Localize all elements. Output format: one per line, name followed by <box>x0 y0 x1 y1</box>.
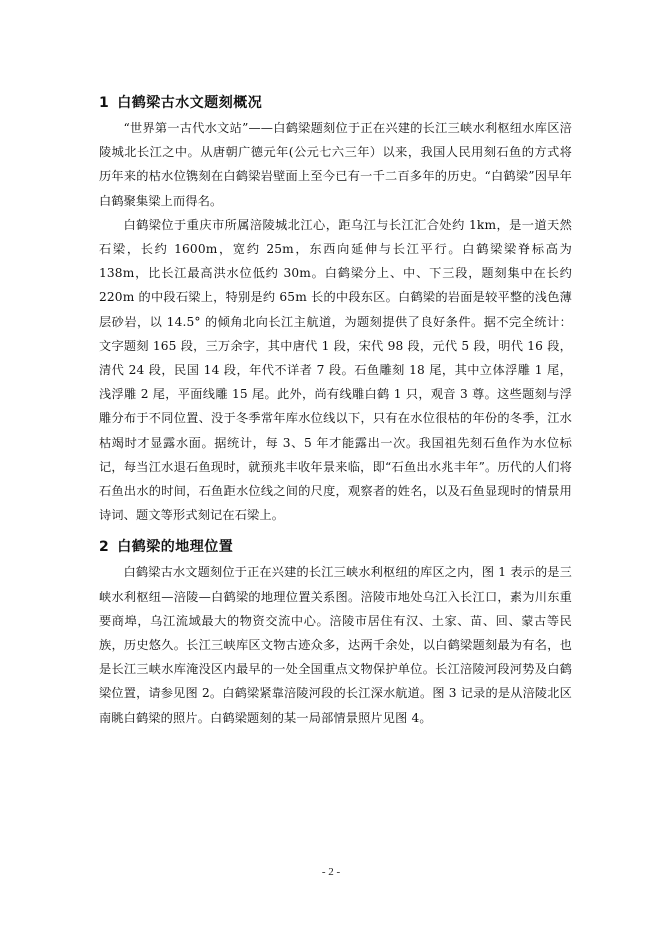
paragraph: 白鹤梁古水文题刻位于正在兴建的长江三峡水利枢纽的库区之内，图 1 表示的是三峡水利枢纽—涪陵—白鹤梁的地理位置关系图。涪陵市地处乌江入长江口，素为川东重要商埠，乌江流域最大的物资交流中心。涪陵市居住有汉、土家、苗、回、蒙古等民族，历史悠久。长江三峡库区文物古迹众多，达两千余处，以白鹤梁题刻最为有名，也是长江三峡水库淹没区内最早的一处全国重点文物保护单位。长江涪陵河段河势及白鹤梁位置，请参见图 2。白鹤梁紧靠涪陵河段的长江深水航道。图 3 记录的是从涪陵北区南眺白鹤梁的照片。白鹤梁题刻的某一局部情景照片见图 4。 <box>99 565 572 725</box>
section-1-heading <box>99 92 572 114</box>
section-title: 白鹤梁的地理位置 <box>117 539 234 556</box>
section-2-heading <box>99 536 572 558</box>
section-number: 1 <box>99 95 110 111</box>
document-page <box>99 92 572 730</box>
section-number: 2 <box>99 539 110 556</box>
paragraph: “世界第一古代水文站”——白鹤梁题刻位于正在兴建的长江三峡水利枢纽水库区涪陵城北长江之中。从唐朝广德元年(公元七六三年）以来，我国人民用刻石鱼的方式将历年来的枯水位镌刻在白鹤梁岩壁面上至今已有一千二百多年的历史。“白鹤梁”因早年白鹤聚集梁上而得名。 <box>99 121 572 208</box>
page-number: - 2 - <box>321 866 341 878</box>
paragraph: 白鹤梁位于重庆市所属涪陵城北江心，距乌江与长江汇合处约 1km，是一道天然石梁，长约 1600m，宽约 25m，东西向延伸与长江平行。白鹤梁梁脊标高为 138m，比长江最高洪水位低约 30m。白鹤梁分上、中、下三段，题刻集中在长约 220m 的中段石梁上，特别是约 65m 长的中段东区。白鹤梁的岩面是较平整的浅色薄层砂岩，以 14.5° 的倾角北向长江主航道，为题刻提供了良好条件。据不完全统计：文字题刻 165 段，三万余字，其中唐代 1 段，宋代 98 段，元代 5 段，明代 16 段，清代 24 段，民国 14 段，年代不详者 7 段。石鱼雕刻 18 尾，其中立体浮雕 1 尾，浅浮雕 2 尾，平面线雕 15 尾。此外，尚有线雕白鹤 1 只，观音 3 尊。这些题刻与浮雕分布于不同位置、没于冬季常年库水位线以下，只有在水位很枯的年份的冬季，江水枯竭时才显露水面。据统计，每 3、5 年才能露出一次。我国祖先刻石鱼作为水位标记，每当江水退石鱼现时，就预兆丰收年景来临，即“石鱼出水兆丰年”。历代的人们将石鱼出水的时间，石鱼距水位线之间的尺度，观察者的姓名，以及石鱼显现时的情景用诗词、题文等形式刻记在石梁上。 <box>99 217 572 523</box>
section-title: 白鹤梁古水文题刻概况 <box>117 95 263 111</box>
